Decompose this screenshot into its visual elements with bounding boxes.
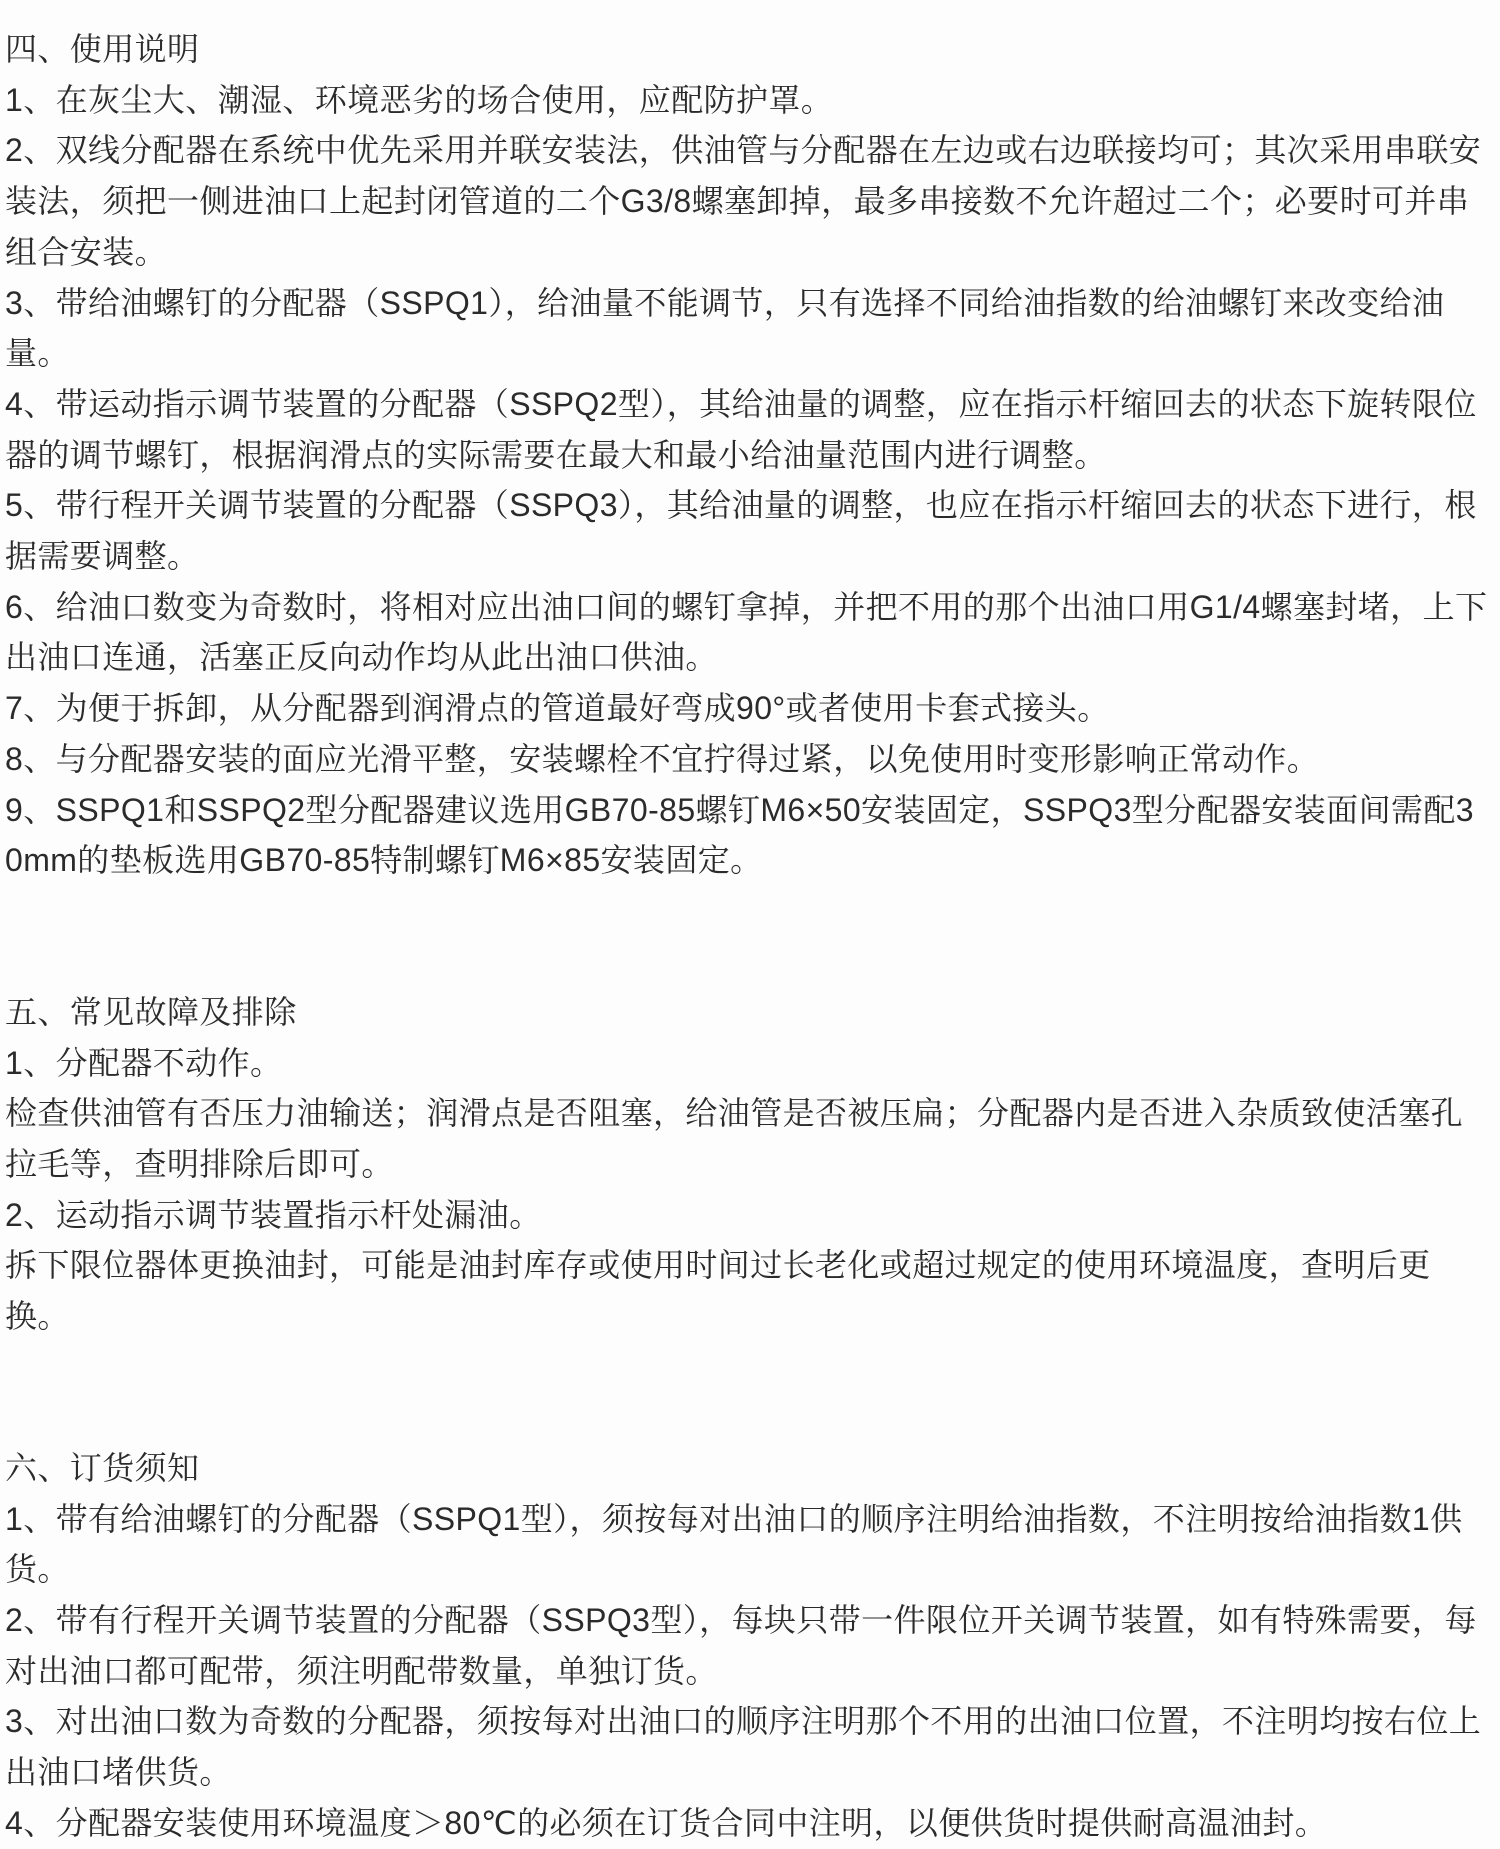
paragraph: 5、带行程开关调节装置的分配器（SSPQ3），其给油量的调整，也应在指示杆缩回去的状态下进行，根据需要调整。	[5, 487, 1477, 575]
paragraph: 检查供油管有否压力油输送；润滑点是否阻塞，给油管是否被压扁；分配器内是否进入杂质致使活塞孔拉毛等，查明排除后即可。	[5, 1095, 1464, 1183]
paragraph: 1、在灰尘大、潮湿、环境恶劣的场合使用，应配防护罩。	[5, 81, 834, 118]
paragraph: 6、给油口数变为奇数时，将相对应出油口间的螺钉拿掉，并把不用的那个出油口用G1/4螺塞封堵，上下出油口连通，活塞正反向动作均从此出油口供油。	[5, 588, 1488, 676]
paragraph: 2、带有行程开关调节装置的分配器（SSPQ3型），每块只带一件限位开关调节装置，如有特殊需要，每对出油口都可配带，须注明配带数量，单独订货。	[5, 1601, 1477, 1689]
section-ordering-notes	[5, 1443, 1492, 1849]
section-heading: 六、订货须知	[5, 1449, 200, 1486]
section-heading: 五、常见故障及排除	[5, 993, 297, 1030]
paragraph: 3、带给油螺钉的分配器（SSPQ1），给油量不能调节，只有选择不同给油指数的给油螺钉来改变给油量。	[5, 284, 1445, 372]
paragraph: 2、双线分配器在系统中优先采用并联安装法，供油管与分配器在左边或右边联接均可；其次采用串联安装法，须把一侧进油口上起封闭管道的二个G3/8螺塞卸掉，最多串接数不允许超过二个；必要时可并串组合安装。	[5, 132, 1482, 270]
paragraph: 9、SSPQ1和SSPQ2型分配器建议选用GB70-85螺钉M6×50安装固定，SSPQ3型分配器安装面间需配30mm的垫板选用GB70-85特制螺钉M6×85安装固定。	[5, 791, 1474, 879]
paragraph: 拆下限位器体更换油封，可能是油封库存或使用时间过长老化或超过规定的使用环境温度，查明后更换。	[5, 1247, 1431, 1335]
section-usage-instructions	[5, 24, 1492, 886]
paragraph: 1、带有给油螺钉的分配器（SSPQ1型），须按每对出油口的顺序注明给油指数，不注明按给油指数1供货。	[5, 1500, 1463, 1588]
section-heading: 四、使用说明	[5, 31, 200, 67]
paragraph: 8、与分配器安装的面应光滑平整，安装螺栓不宜拧得过紧，以免使用时变形影响正常动作。	[5, 740, 1320, 777]
paragraph: 2、运动指示调节装置指示杆处漏油。	[5, 1196, 542, 1233]
paragraph: 4、带运动指示调节装置的分配器（SSPQ2型），其给油量的调整，应在指示杆缩回去的状态下旋转限位器的调节螺钉，根据润滑点的实际需要在最大和最小给油量范围内进行调整。	[5, 385, 1477, 473]
paragraph: 7、为便于拆卸，从分配器到润滑点的管道最好弯成90°或者使用卡套式接头。	[5, 690, 1110, 727]
paragraph: 3、对出油口数为奇数的分配器，须按每对出油口的顺序注明那个不用的出油口位置，不注明均按右位上出油口堵供货。	[5, 1703, 1482, 1791]
paragraph: 4、分配器安装使用环境温度＞80℃的必须在订货合同中注明，以便供货时提供耐高温油封。	[5, 1804, 1328, 1841]
section-common-faults	[5, 987, 1492, 1342]
paragraph: 1、分配器不动作。	[5, 1044, 283, 1081]
